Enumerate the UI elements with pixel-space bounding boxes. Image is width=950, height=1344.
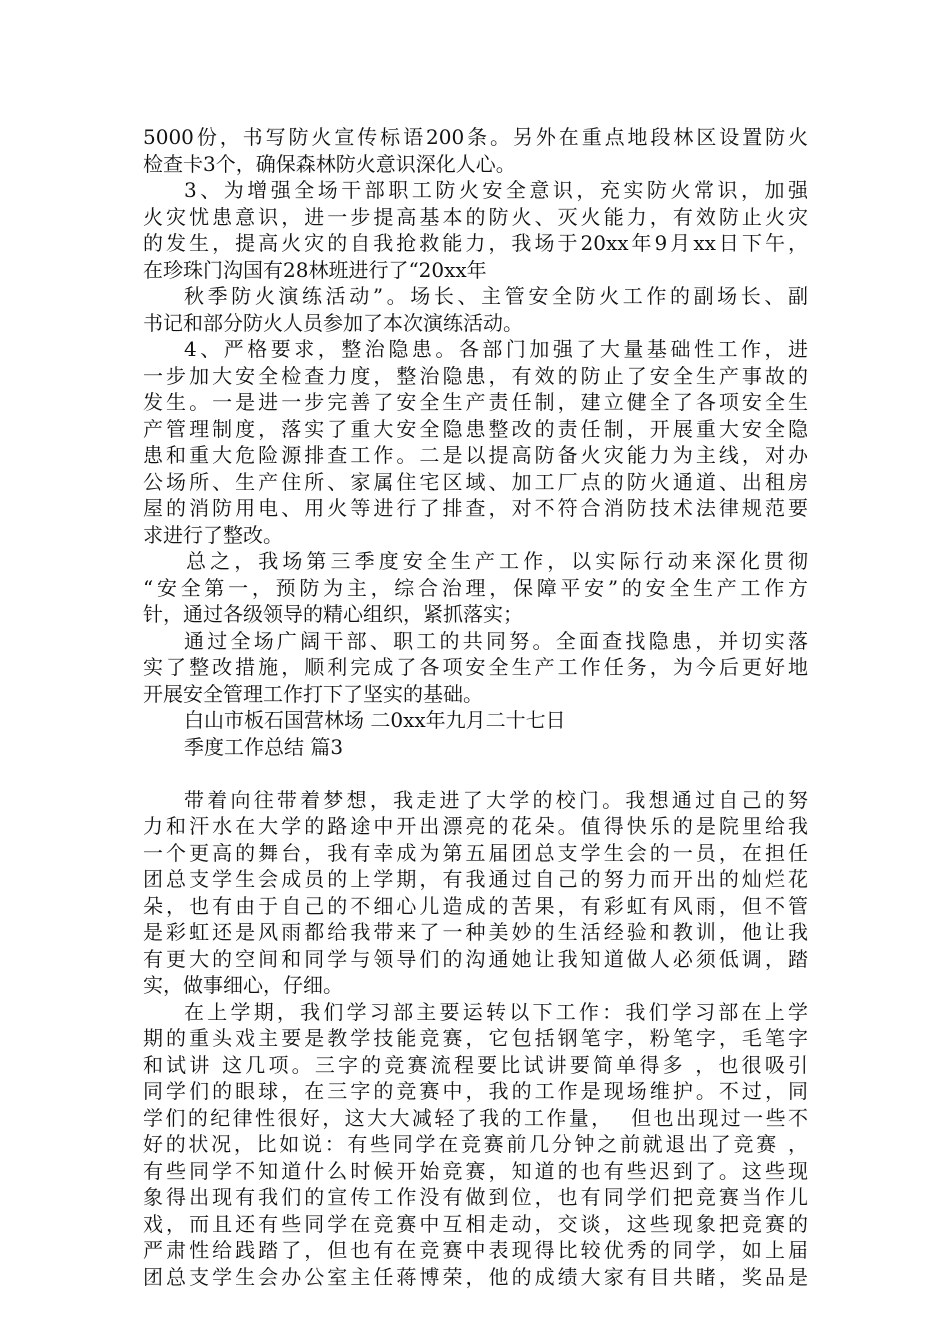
text-line: 4、严格要求，整治隐患。各部门加强了大量基础性工作，进 [184,337,808,361]
text-line: 严肃性给践踏了，但也有在竞赛中表现得比较优秀的同学，如上届 [143,1238,808,1262]
text-line: “安全第一，预防为主，综合治理，保障平安”的安全生产工作方 [143,575,808,600]
text-line: 戏，而且还有些同学在竞赛中互相走动，交谈，这些现象把竞赛的 [143,1211,808,1236]
text-line: 一个更高的舞台，我有幸成为第五届团总支学生会的一员，在担任 [143,840,808,865]
text-line: 通过全场广阔干部、职工的共同努。全面查找隐患，并切实落 [184,628,808,653]
text-line: 好的状况，比如说：有些同学在竞赛前几分钟之前就退出了竞赛 ， [143,1132,808,1156]
text-line: 带着向往带着梦想，我走进了大学的校门。我想通过自己的努 [184,787,808,812]
text-line: 在珍珠门沟国有28林班进行了“20xx年 [143,257,487,282]
text-line: 实，做事细心，仔细。 [143,973,343,997]
text-line: 求进行了整改。 [143,522,283,547]
text-line: 团总支学生会办公室主任蒋博荣，他的成绩大家有目共睹，奖品是 [143,1264,808,1289]
text-line: 实了整改措施，顺利完成了各项安全生产工作任务，为今后更好地 [143,655,808,679]
text-line: 在上学期，我们学习部主要运转以下工作：我们学习部在上学 [184,999,808,1024]
text-line: 有些同学不知道什么时候开始竞赛，知道的也有些迟到了。这些现 [143,1158,808,1183]
text-line: 期的重头戏主要是教学技能竞赛，它包括钢笔字，粉笔字，毛笔字 [143,1026,808,1050]
text-line: 象得出现有我们的宣传工作没有做到位，也有同学们把竞赛当作儿 [143,1185,808,1209]
text-line: 检查卡3个，确保森林防火意识深化人心。 [143,151,516,176]
text-line: 发生。一是进一步完善了安全生产责任制，建立健全了各项安全生 [143,390,808,414]
document-page [143,124,808,1290]
text-line: 开展安全管理工作打下了坚实的基础。 [143,681,483,706]
text-line: 患和重大危险源排查工作。二是以提高防备火灾能力为主线，对办 [143,443,808,467]
text-line: 有更大的空间和同学与领导们的沟通她让我知道做人必须低调，踏 [143,946,808,971]
text-line: 总之，我场第三季度安全生产工作，以实际行动来深化贯彻 [186,549,808,573]
text-line: 学们的纪律性很好，这大大减轻了我的工作量， 但也出现过一些不 [143,1105,808,1130]
text-line: 力和汗水在大学的路途中开出漂亮的花朵。值得快乐的是院里给我 [143,814,808,838]
text-line: 屋的消防用电、用火等进行了排查，对不符合消防技术法律规范要 [143,496,808,520]
text-line: 的发生，提高火灾的自我抢救能力，我场于20xx年9月xx日下午， [143,231,808,255]
text-line: 产管理制度，落实了重大安全隐患整改的责任制，开展重大安全隐 [143,416,808,441]
text-line: 季度工作总结 篇3 [184,734,344,759]
text-line: 团总支学生会成员的上学期，有我通过自己的努力而开出的灿烂花 [143,867,808,891]
text-line: 和试讲 这几项。三字的竞赛流程要比试讲要简单得多 ，也很吸引 [143,1052,808,1077]
text-line: 一步加大安全检查力度，整治隐患，有效的防止了安全生产事故的 [143,363,808,388]
text-line: 5000份，书写防火宣传标语200条。另外在重点地段林区设置防火 [143,125,808,149]
text-line: 是彩虹还是风雨都给我带来了一种美妙的生活经验和教训，他让我 [143,920,808,944]
text-line: 同学们的眼球，在三字的竞赛中，我的工作是现场维护。不过，同 [143,1079,808,1103]
text-line: 朵，也有由于自己的不细心儿造成的苦果，有彩虹有风雨，但不管 [143,893,808,918]
text-line: 公场所、生产住所、家属住宅区域、加工厂点的防火通道、出租房 [143,469,808,494]
text-line: 针，通过各级领导的精心组织，紧抓落实； [143,602,523,626]
text-line: 白山市板石国营林场 二0xx年九月二十七日 [184,708,566,732]
text-line: 3、为增强全场干部职工防火安全意识，充实防火常识，加强 [184,178,808,202]
text-line: 秋季防火演练活动”。场长、主管安全防火工作的副场长、副 [184,284,808,308]
text-line: 火灾忧患意识，进一步提高基本的防火、灭火能力，有效防止火灾 [143,204,808,229]
blank-line [143,760,808,787]
text-line: 书记和部分防火人员参加了本次演练活动。 [143,310,523,335]
